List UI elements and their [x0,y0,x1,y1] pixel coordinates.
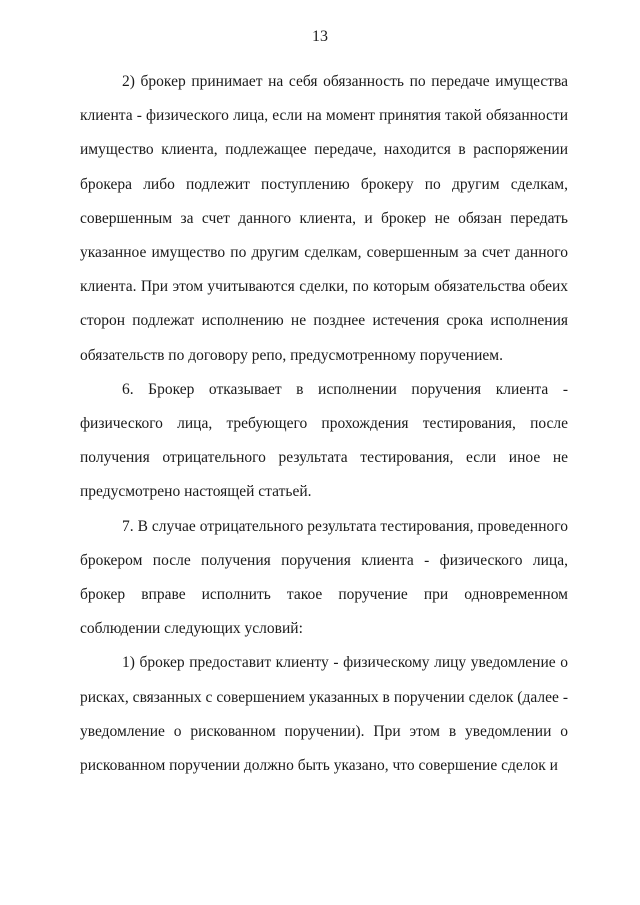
paragraph-item-1: 1) брокер предоставит клиенту - физическому лицу уведомление о рисках, связанных с совершением указанных в поручении сделок (далее - уведомление о рискованном поручении). При этом в уведомлении о рискованном поручении должно быть указано, что совершение сделок и [80,654,568,775]
paragraph-item-2: 2) брокер принимает на себя обязанность по передаче имущества клиента - физического лица, если на момент принятия такой обязанности имущество клиента, подлежащее передаче, находится в распоряжении брокера либо подлежит поступлению брокеру по другим сделкам, совершенным за счет данного клиента, и брокер не обязан передать указанное имущество по другим сделкам, совершенным за счет данного клиента. При этом учитываются сделки, по которым обязательства обеих сторон подлежат исполнению не позднее истечения срока исполнения обязательств по договору репо, предусмотренному поручением. [80,73,568,364]
document-body [80,65,568,783]
page-number: 13 [312,28,328,45]
paragraph-part-6: 6. Брокер отказывает в исполнении поручения клиента - физического лица, требующего прохождения тестирования, после получения отрицательного результата тестирования, если иное не предусмотрено настоящей статьей. [80,380,568,501]
paragraph-part-7: 7. В случае отрицательного результата тестирования, проведенного брокером после получения поручения клиента - физического лица, брокер вправе исполнить такое поручение при одновременном соблюдении следующих условий: [80,517,568,638]
